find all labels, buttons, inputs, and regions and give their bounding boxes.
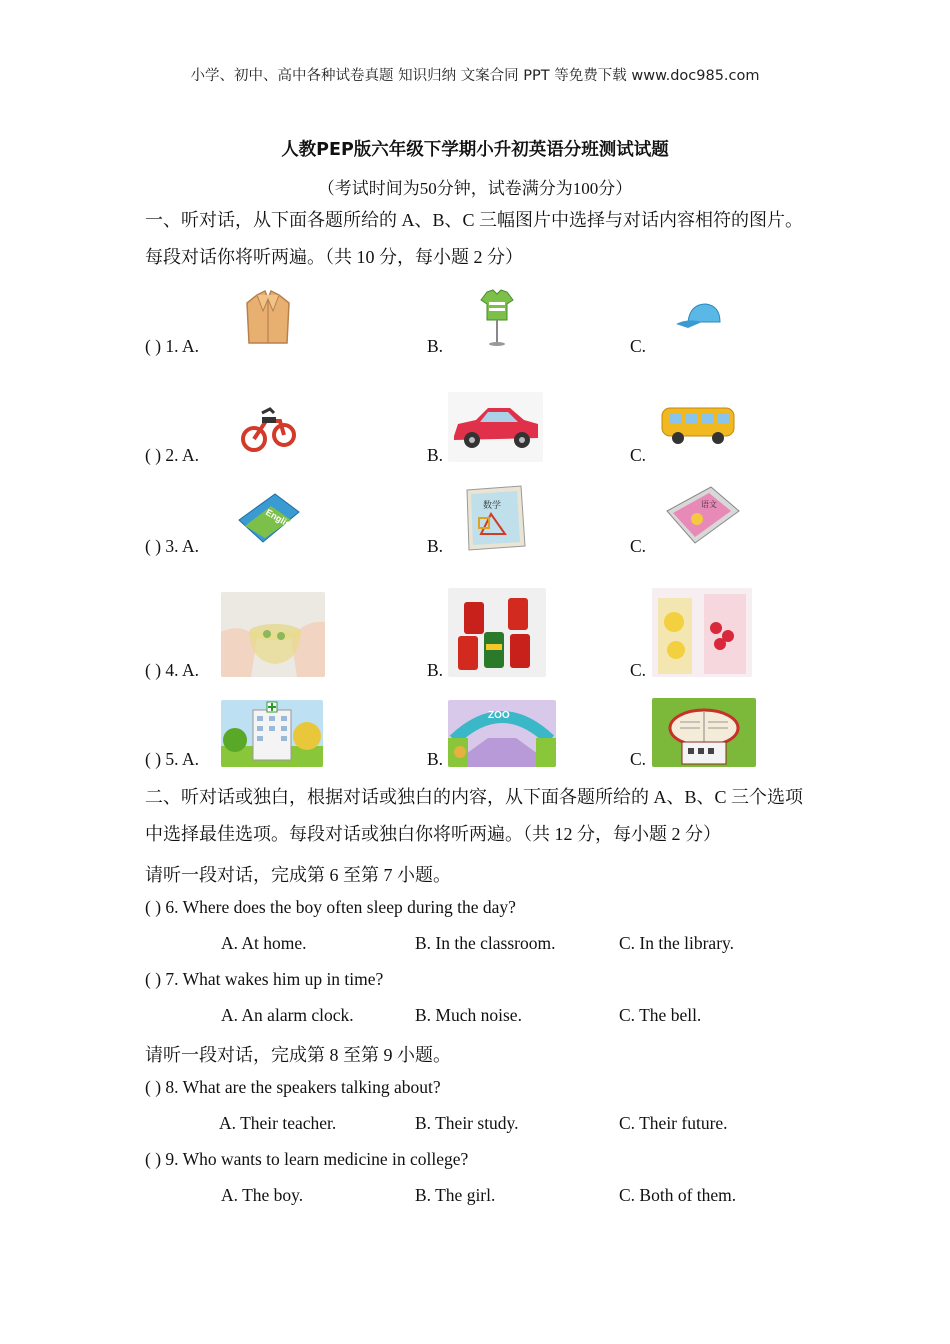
juice-photo xyxy=(652,588,752,677)
bike-icon xyxy=(240,399,298,455)
q6-option-b: B. In the classroom. xyxy=(415,933,556,953)
q8-option-a: A. Their teacher. xyxy=(219,1113,337,1133)
bus-icon xyxy=(660,404,738,446)
q8-option-b: B. Their study. xyxy=(415,1113,519,1133)
q4-label: ( ) 4. A. xyxy=(145,660,199,680)
q5-option-b: B. xyxy=(427,749,444,769)
q7-option-c: C. The bell. xyxy=(619,1005,702,1025)
math-book-icon xyxy=(459,484,529,552)
jacket-icon xyxy=(243,289,293,347)
q3-label: ( ) 3. A. xyxy=(145,536,199,556)
q9-option-c: C. Both of them. xyxy=(619,1185,737,1205)
q9-option-a: A. The boy. xyxy=(221,1185,304,1205)
car-icon xyxy=(448,392,543,462)
q2-label: ( ) 2. A. xyxy=(145,445,199,465)
section2-intro-2: 请听一段对话，完成第 8 至第 9 小题。 xyxy=(145,1045,451,1065)
zoo-scene xyxy=(448,700,556,767)
q8-stem: ( ) 8. What are the speakers talking about? xyxy=(145,1077,441,1097)
chinese-book-icon xyxy=(663,485,741,547)
q4-option-c: C. xyxy=(630,660,647,680)
exam-info: （考试时间为50分钟，试卷满分为100分） xyxy=(317,179,633,198)
q6-option-a: A. At home. xyxy=(221,933,307,953)
q5-option-c: C. xyxy=(630,749,647,769)
q3-option-b: B. xyxy=(427,536,444,556)
q5-label: ( ) 5. A. xyxy=(145,749,199,769)
q9-option-b: B. The girl. xyxy=(415,1185,496,1205)
q6-option-c: C. In the library. xyxy=(619,933,735,953)
q2-option-c: C. xyxy=(630,445,647,465)
soda-cans-photo xyxy=(448,588,546,677)
page-title: 人教PEP版六年级下学期小升初英语分班测试试题 xyxy=(281,140,669,160)
q1-label: ( ) 1. A. xyxy=(145,336,199,356)
library-scene xyxy=(652,698,756,767)
hospital-scene xyxy=(221,700,323,767)
t-shirt-icon xyxy=(479,288,515,348)
english-book-title: English xyxy=(264,507,298,532)
q2-option-b: B. xyxy=(427,445,444,465)
chinese-book-title: 语文 xyxy=(701,500,717,509)
english-book-icon xyxy=(235,490,303,546)
zoo-sign-text: ZOO xyxy=(488,710,510,721)
site-header: 小学、初中、高中各种试卷真题 知识归纳 文案合同 PPT 等免费下载 www.doc985.com xyxy=(190,68,760,84)
section2-intro-1: 请听一段对话，完成第 6 至第 7 小题。 xyxy=(145,865,451,885)
q6-stem: ( ) 6. Where does the boy often sleep during the day? xyxy=(145,897,516,917)
q7-option-b: B. Much noise. xyxy=(415,1005,522,1025)
q3-option-c: C. xyxy=(630,536,647,556)
section2-heading: 二、听对话或独白，根据对话或独白的内容，从下面各题所给的 A、B、C 三个选项中选择最佳选项。每段对话或独白你将听两遍。（共 12 分，每小题 2 分） xyxy=(145,787,804,844)
q8-option-c: C. Their future. xyxy=(619,1113,728,1133)
q7-option-a: A. An alarm clock. xyxy=(221,1005,354,1025)
q1-option-b: B. xyxy=(427,336,444,356)
cap-icon xyxy=(672,300,724,332)
q9-stem: ( ) 9. Who wants to learn medicine in college? xyxy=(145,1149,469,1169)
q7-stem: ( ) 7. What wakes him up in time? xyxy=(145,969,384,989)
q4-option-b: B. xyxy=(427,660,444,680)
tea-photo xyxy=(221,592,325,677)
section1-heading: 一、听对话，从下面各题所给的 A、B、C 三幅图片中选择与对话内容相符的图片。每段对话你将听两遍。（共 10 分，每小题 2 分） xyxy=(145,210,804,267)
q1-option-c: C. xyxy=(630,336,647,356)
math-book-title: 数学 xyxy=(483,501,502,511)
